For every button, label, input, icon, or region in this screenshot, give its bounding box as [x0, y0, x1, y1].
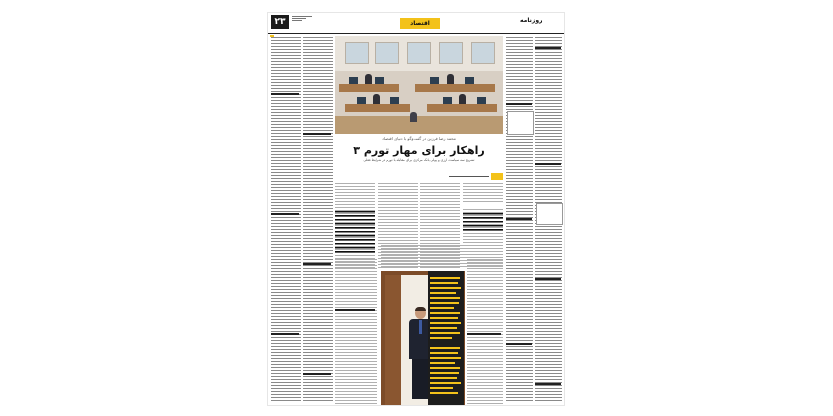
subheading-rule [303, 373, 331, 375]
subheading-rule [506, 103, 532, 105]
subheading-rule [535, 47, 561, 49]
story-column-lower-4 [467, 259, 503, 405]
inset-chart-box [536, 203, 563, 225]
text-column-right-1 [506, 37, 533, 403]
subheading-rule [467, 333, 501, 335]
byline [428, 173, 503, 181]
main-story-title-block [335, 136, 503, 163]
newspaper-page [268, 13, 564, 405]
accent-marker [270, 35, 274, 37]
story-column-4 [463, 183, 503, 203]
story-kicker: محمد رضا فرزین در گفت‌وگو با دنیای اقتصاد [382, 136, 456, 141]
story-lead: تشریح سه سیاست ارزی و پولی بانک مرکزی برای مقابله با تورم در شرایط فعلی [363, 158, 475, 162]
subheading-rule [535, 163, 561, 165]
subheading-rule [303, 263, 331, 265]
subheading-rule [506, 343, 532, 345]
page-header [268, 13, 564, 34]
subheading-rule [271, 213, 299, 215]
text-column-left-2 [303, 37, 333, 403]
byline-tag [491, 173, 503, 180]
story-headline: ۳ راهکار برای مهار تورم [353, 144, 485, 157]
section-label: اقتصاد [400, 18, 440, 29]
subheading-rule [303, 133, 331, 135]
issue-date-block [292, 16, 312, 21]
text-column-left-1 [271, 37, 301, 403]
pull-quote-left [335, 211, 375, 253]
subheading-rule [271, 93, 299, 95]
subheading-rule [271, 333, 299, 335]
inset-chart-box [507, 111, 534, 135]
masthead-logo: روزنامه [520, 17, 543, 24]
subheading-rule [506, 218, 532, 220]
subheading-rule [535, 383, 561, 385]
office-photo [335, 36, 503, 134]
page-number: ۲۳ [271, 15, 289, 29]
subheading-rule [335, 309, 375, 311]
story-column-lower-1 [335, 259, 377, 405]
subheading-rule [535, 278, 561, 280]
story-column-lower-2 [381, 245, 465, 267]
pull-quote-right [463, 213, 503, 233]
quote-panel [428, 271, 464, 405]
byline-name-line [449, 176, 489, 177]
